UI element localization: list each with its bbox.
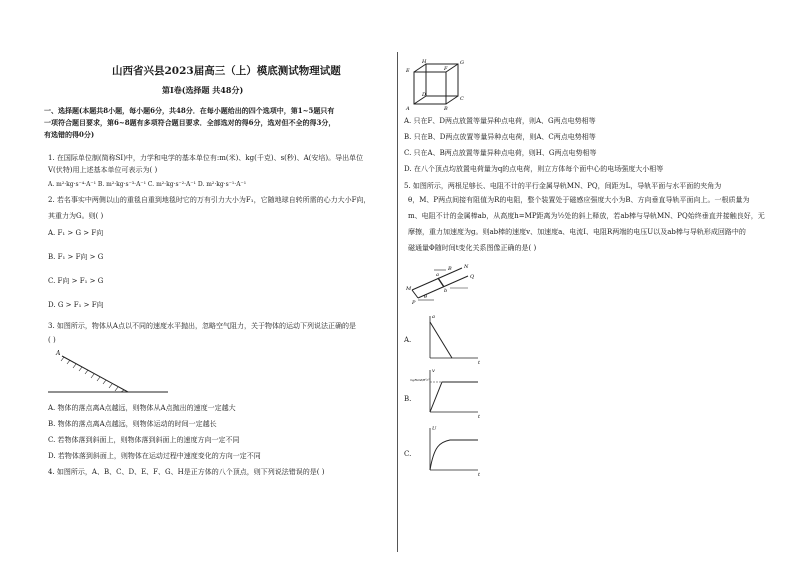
graph-b-ytick: mgRsinθ/B²L² [410,378,430,382]
paper-title: 山西省兴县2023届高三（上）模底测试物理试题 [112,65,341,77]
cube-label-f: F [444,66,448,72]
cube-label-e: E [406,68,410,74]
rail-label-p: P [412,300,416,306]
cube-label-g: G [460,60,464,66]
q5-stem-2: θ，M、P两点间接有阻值为R的电阻，整个装置处于磁感应强度大小为B、方向垂直导轨平面向上。一根质量为 [408,196,750,204]
q5-option-c-letter: C. [404,450,412,458]
rail-label-m: M [406,286,412,292]
q3-option-b: B. 物体的落点离A点越远，则物体运动的时间一定越长 [48,420,217,428]
graph-c-ylabel: U [432,426,437,432]
q4-cube-figure [406,60,466,110]
q5-stem-5: 磁通量Φ随时间t变化关系图像正确的是( ) [408,244,537,252]
graph-c-xlabel: t [478,472,481,478]
cube-label-b: B [444,106,448,112]
q2-option-a: A. F₁ > G > F向 [48,229,104,237]
cube-label-a: A [406,106,410,112]
q2-stem-2: 其重力为G。则( ) [48,212,104,220]
q5-stem-1: 5. 如图所示，两根足够长、电阻不计的平行金属导轨MN、PQ，间距为L，导轨平面与水平面的夹角为 [404,182,722,190]
instructions-line-3: 有选错的得0分) [44,130,95,139]
q4-stem: 4. 如图所示，A、B、C、D、E、F、G、H是正方体的八个顶点，则下列说法错误的是( ) [48,468,325,476]
q1-stem-1: 1. 在国际单位制(简称SI)中，力学和电学的基本单位有:m(米)、kg(千克)、s(秒)、A(安培)。导出单位 [48,154,364,162]
rod-label-b: b [444,288,448,294]
instructions-line-2: 一项符合题目要求，第6~8题有多项符合题目要求．全部选对的得6分，选对但不全的得3分， [44,118,336,127]
q3-stem-1: 3. 如图所示，物体从A点以不同的速度水平抛出，忽略空气阻力，关于物体的运动下列说法正确的是 [48,322,356,330]
q5-option-b-graph [410,366,482,420]
q5-stem-4: 摩擦，重力加速度为g。则ab棒的速度v、加速度a、电流I、电阻R两端的电压U以及ab棒与导轨形成回路中的 [408,228,746,236]
rail-label-n: N [464,264,469,270]
q5-option-a-graph [426,312,482,366]
q2-option-b: B. F₁ > F向 > G [48,253,104,261]
graph-b-xlabel: t [478,414,481,420]
q3-point-label: A [56,350,61,357]
q5-option-b-letter: B. [404,395,412,403]
q1-stem-2: V(伏特)用上述基本单位可表示为( ) [48,166,158,174]
q5-stem-3: m、电阻不计的金属棒ab，从高度h=MP距离为½处的斜上释放，若ab棒与导轨MN、PQ始终垂直并接触良好，无 [408,212,765,220]
q3-option-d: D. 若物体落到斜面上，则物体在运动过程中速度变化的方向一定不同 [48,452,261,460]
cube-label-h: H [422,59,427,65]
rail-label-q: Q [470,274,475,280]
instructions-line-1: 一、选择题(本题共8小题，每小题6分，共48分．在每小题给出的四个选项中，第1~5题只有 [44,106,335,115]
section-heading: 第Ⅰ卷(选择题 共48分) [162,85,244,95]
q5-option-a-letter: A. [404,336,412,344]
angle-label: θ [424,294,428,300]
q1-options: A. m²·kg·s⁻⁴·A⁻¹ B. m²·kg·s⁻³·A⁻¹ C. m²·kg·s⁻²·A⁻¹ D. m²·kg·s⁻¹·A⁻¹ [48,181,247,188]
cube-label-c: C [460,96,464,102]
q3-incline-figure [48,350,168,396]
graph-b-ylabel: v [432,368,435,374]
field-label: B [448,266,452,272]
q2-option-c: C. F向 > F₁ > G [48,277,104,285]
q3-stem-2: ( ) [48,336,56,344]
q4-option-d: D. 在八个顶点均放置电荷量为q的点电荷，则立方体每个面中心的电场强度大小相等 [404,165,664,173]
q2-stem-1: 2. 若名事实中两侧以山的重毯自重到地毯时它的万有引力大小为F₁，它随地球自转所需的心力大小F向， [48,196,371,204]
q4-option-b: B. 只在B、D两点放置等量异种点电荷，则A、C两点电势相等 [404,133,596,141]
q5-option-c-graph [426,424,482,478]
q2-option-d: D. G > F₁ > F向 [48,301,104,309]
q3-option-a: A. 物体的落点离A点越远，则物体从A点抛出的速度一定越大 [48,404,236,412]
graph-a-ylabel: a [432,314,435,320]
graph-a-xlabel: t [478,360,481,366]
q4-option-c: C. 只在A、B两点放置等量异种点电荷，则H、G两点电势相等 [404,149,597,157]
q5-rails-figure [404,262,474,304]
q3-option-c: C. 若物体落到斜面上，则物体落到斜面上的速度方向一定不同 [48,436,240,444]
q4-option-a: A. 只在F、D两点放置等量异种点电荷，则A、G两点电势相等 [404,117,596,125]
rod-label-a: a [436,272,439,278]
cube-label-d: D [422,92,427,98]
column-divider [397,52,398,552]
